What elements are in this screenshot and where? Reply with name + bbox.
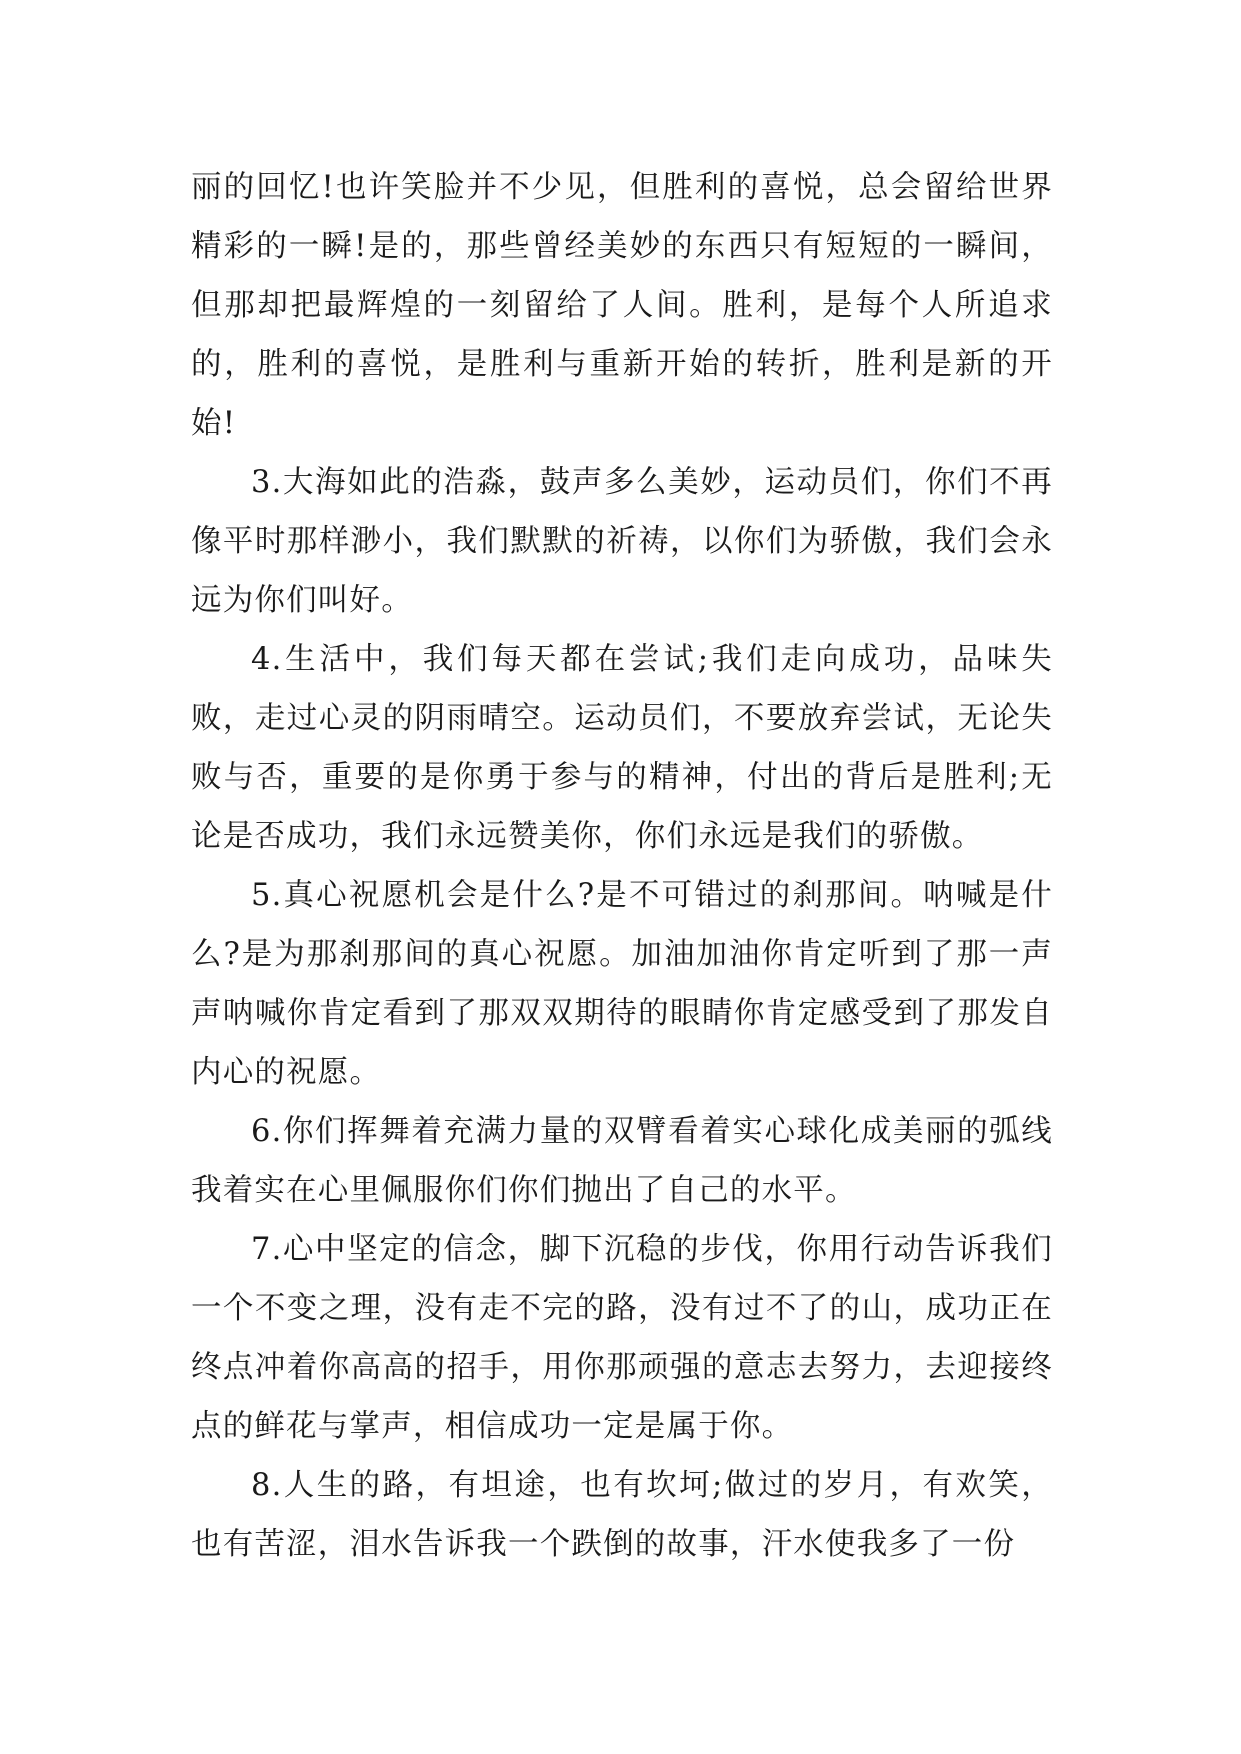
paragraph-continuation: 丽的回忆!也许笑脸并不少见，但胜利的喜悦，总会留给世界精彩的一瞬!是的，那些曾经美妙的东西只有短短的一瞬间，但那却把最辉煌的一刻留给了人间。胜利，是每个人所追求的，胜利的喜悦，是胜利与重新开始的转折，胜利是新的开始! <box>191 170 1053 441</box>
paragraph-5: 5.真心祝愿机会是什么?是不可错过的刹那间。呐喊是什么?是为那刹那间的真心祝愿。加油加油你肯定听到了那一声声呐喊你肯定看到了那双双期待的眼睛你肯定感受到了那发自内心的祝愿。 <box>191 878 1053 1090</box>
document-body <box>191 158 1053 1574</box>
paragraph-8: 8.人生的路，有坦途，也有坎坷;做过的岁月，有欢笑，也有苦涩，泪水告诉我一个跌倒的故事，汗水使我多了一份 <box>191 1468 1053 1562</box>
paragraph-7: 7.心中坚定的信念，脚下沉稳的步伐，你用行动告诉我们一个不变之理，没有走不完的路，没有过不了的山，成功正在终点冲着你高高的招手，用你那顽强的意志去努力，去迎接终点的鲜花与掌声，相信成功一定是属于你。 <box>191 1232 1053 1444</box>
paragraph-3: 3.大海如此的浩淼，鼓声多么美妙，运动员们，你们不再像平时那样渺小，我们默默的祈祷，以你们为骄傲，我们会永远为你们叫好。 <box>191 465 1053 618</box>
paragraph-6: 6.你们挥舞着充满力量的双臂看着实心球化成美丽的弧线我着实在心里佩服你们你们抛出了自己的水平。 <box>191 1114 1053 1208</box>
paragraph-4: 4.生活中，我们每天都在尝试;我们走向成功，品味失败，走过心灵的阴雨晴空。运动员们，不要放弃尝试，无论失败与否，重要的是你勇于参与的精神，付出的背后是胜利;无论是否成功，我们永远赞美你，你们永远是我们的骄傲。 <box>191 642 1053 854</box>
